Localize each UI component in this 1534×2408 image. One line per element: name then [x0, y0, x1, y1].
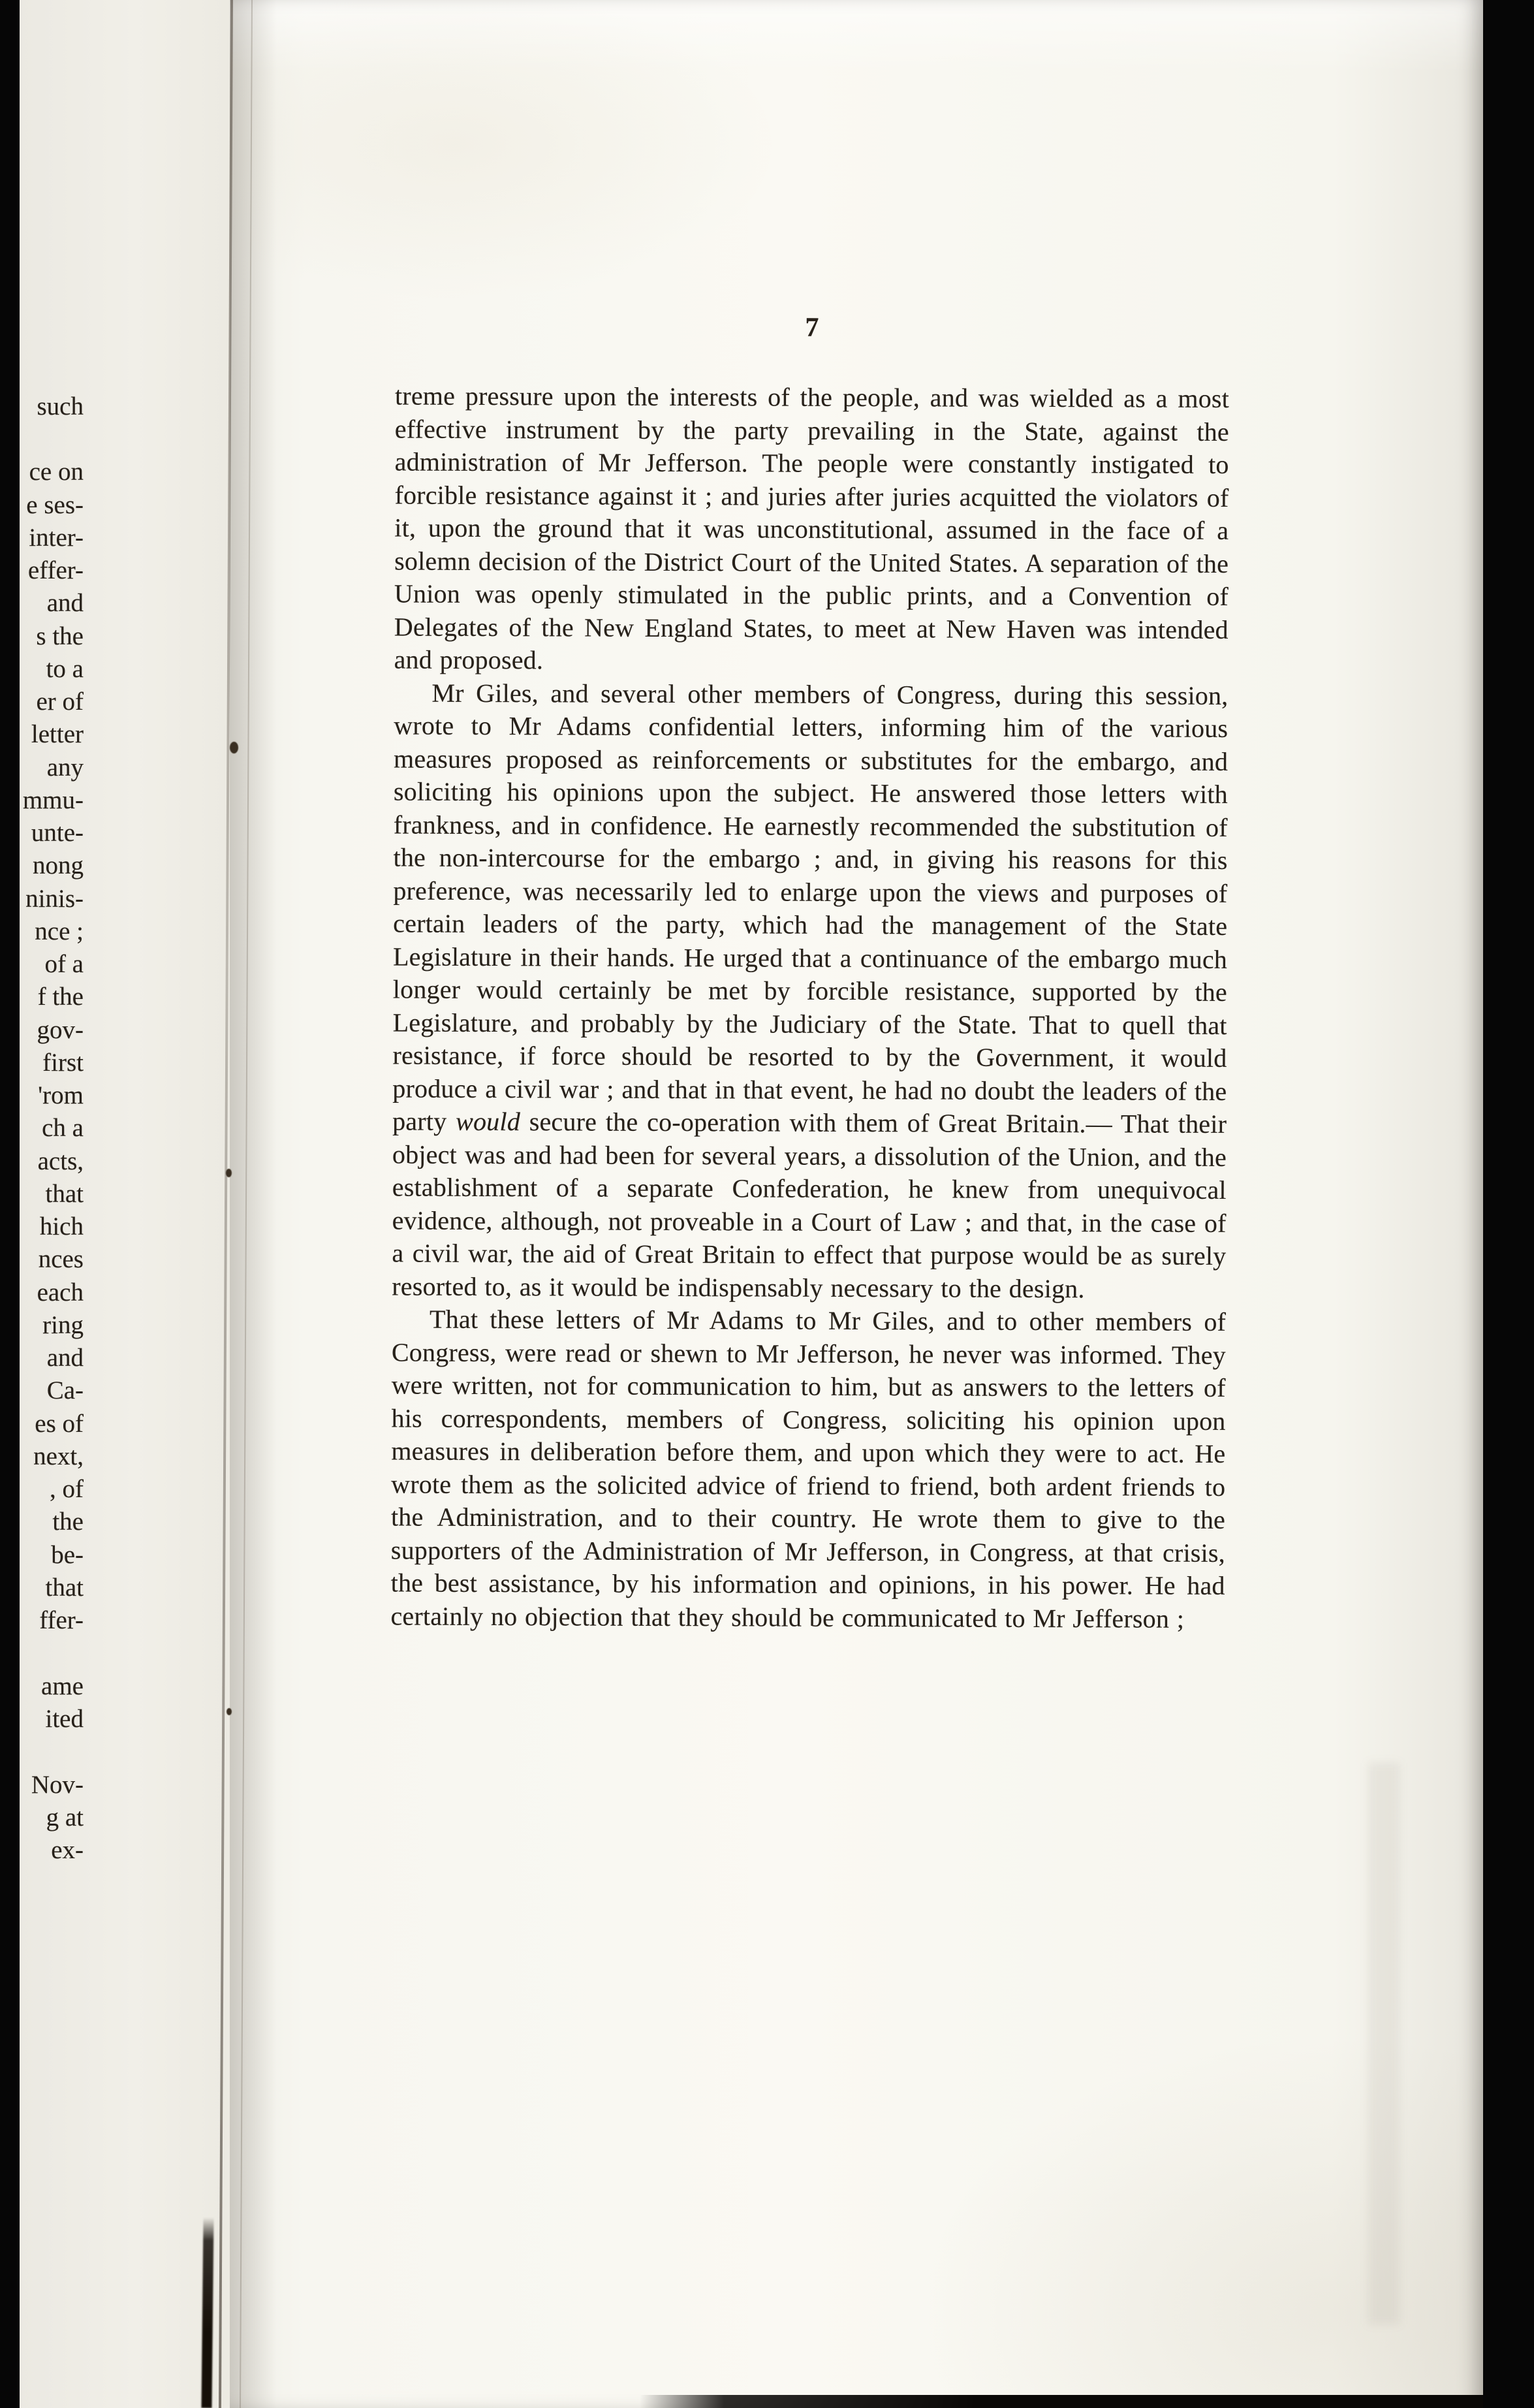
prev-page-text-fragment: next,: [33, 1442, 84, 1470]
page-text-block: [390, 380, 1229, 1636]
prev-page-text-fragment: s the: [36, 622, 84, 650]
prev-page-text-fragment: ninis-: [25, 885, 84, 913]
prev-page-text-fragment: nces: [38, 1245, 84, 1273]
prev-page-text-fragment: that: [45, 1574, 84, 1602]
prev-page-text-fragment: to a: [46, 655, 84, 683]
prev-page-text-fragment: g at: [46, 1803, 84, 1831]
prev-page-text-fragment: es of: [35, 1410, 84, 1438]
prev-page-text-fragment: be-: [51, 1541, 84, 1569]
prev-page-text-fragment: hich: [39, 1212, 84, 1241]
prev-page-text-fragment: each: [37, 1278, 84, 1307]
scan-ink-mark: [201, 2217, 213, 2408]
page-number: 7: [805, 312, 820, 343]
prev-page-text-fragment: letter: [31, 720, 84, 748]
prev-page-text-fragment: that: [45, 1180, 84, 1208]
prev-page-text-fragment: and: [46, 1344, 84, 1372]
prev-page-text-fragment: ited: [45, 1705, 84, 1733]
book-page: [230, 0, 1483, 2408]
prev-page-text-fragment: nce ;: [35, 917, 84, 945]
prev-page-text-fragment: 'rom: [38, 1081, 84, 1109]
scan-bottom-shadow: [640, 2395, 1483, 2408]
text-run: Mr Giles, and several other members of Congress, during this session, wrote to Mr Adams confidential letters, informing him of the various measures proposed as reinforcements or substitutes for the embargo, and soliciting his opinions upon the subject. He answered those letters with frankness, and in confidence. He earnestly recommended the substitution of the non-intercourse for the embargo ; and, in giving his reasons for this preference, was necessarily led to enlarge upon the views and purposes of certain leaders of the party, which had the management of the State Legislature in their hands. He urged that a continuance of the embargo much longer would certainly be met by forcible resistance, supported by the Legislature, and probably by the Judiciary of the State. That to quell that resistance, if force should be resorted to by the Government, it would produce a civil war ; and that in that event, he had no doubt the leaders of the party: [392, 678, 1229, 1136]
scan-streak: [1368, 1763, 1400, 2324]
previous-page-edge: [20, 0, 230, 2408]
scan-speck: [230, 742, 238, 753]
prev-page-text-fragment: ch a: [42, 1114, 84, 1142]
prev-page-text-fragment: inter-: [29, 524, 84, 552]
prev-page-text-fragment: f the: [37, 983, 84, 1011]
prev-page-text-fragment: the: [52, 1508, 84, 1536]
scan-left-border: [0, 0, 20, 2408]
paragraph: [394, 380, 1230, 680]
page-fold-shadow: [230, 0, 277, 2408]
text-run: treme pressure upon the interests of the people, and was wielded as a most effective instrument by the party prevailing in the State, against the administration of Mr Jefferson. The people were constantly instigated to forcible resistance against it ; and juries after juries acquitted the violators of it, upon the ground that it was unconstitutional, assumed in the face of a solemn decision of the District Court of the United States. A separation of the Union was openly stimulated in the public prints, and a Convention of Delegates of the New England States, to meet at New Haven was intended and proposed.: [394, 381, 1230, 675]
prev-page-text-fragment: e ses-: [26, 491, 84, 519]
prev-page-text-fragment: Nov-: [31, 1771, 84, 1799]
prev-page-text-fragment: nong: [33, 851, 84, 879]
prev-page-text-fragment: effer-: [27, 556, 84, 584]
prev-page-text-fragment: ring: [42, 1311, 84, 1339]
italic-run: would: [456, 1106, 521, 1137]
scan-right-border: [1483, 0, 1534, 2408]
prev-page-text-fragment: gov-: [37, 1016, 84, 1044]
prev-page-text-fragment: of a: [44, 950, 84, 978]
prev-page-text-fragment: first: [42, 1049, 84, 1077]
paragraph: [390, 1303, 1226, 1636]
prev-page-text-fragment: ce on: [29, 458, 84, 486]
prev-page-text-fragment: ex-: [51, 1836, 84, 1864]
prev-page-text-fragment: any: [46, 753, 84, 782]
prev-page-text-fragment: and: [46, 589, 84, 617]
prev-page-text-fragment: Ca-: [46, 1376, 84, 1404]
prev-page-text-fragment: er of: [36, 688, 84, 716]
prev-page-text-fragment: ffer-: [39, 1606, 84, 1634]
prev-page-text-fragment: , of: [50, 1475, 84, 1503]
scan-speck: [226, 1169, 232, 1177]
paragraph: [392, 676, 1228, 1306]
scan-speck: [227, 1708, 232, 1715]
prev-page-text-fragment: unte-: [31, 819, 84, 847]
previous-page-text-column: [20, 0, 230, 2408]
prev-page-text-fragment: mmu-: [22, 786, 84, 814]
prev-page-text-fragment: such: [37, 392, 84, 420]
prev-page-text-fragment: ame: [41, 1672, 84, 1700]
text-run: That these letters of Mr Adams to Mr Giles, and to other members of Congress, were read or shewn to Mr Jefferson, he never was informed. They were written, not for communication to him, but as answers to the letters of his correspondents, members of Congress, soliciting his opinion upon measures in deliberation before them, and upon which they were to act. He wrote them as the solicited advice of friend to friend, both ardent friends to the Administration, and to their country. He wrote them to give to the supporters of the Administration of Mr Jefferson, in Congress, at that crisis, the best assistance, by his information and opinions, in his power. He had certainly no objection that they should be communicated to Mr Jefferson ;: [390, 1304, 1227, 1634]
text-run: secure the co-operation with them of Great Britain.— That their object was and had been for several years, a dissolution of the Union, and the establishment of a separate Confederation, he knew from unequivocal evidence, although, not proveable in a Court of Law ; and that, in the case of a civil war, the aid of Great Britain to effect that purpose would be as surely resorted to, as it would be indispensably necessary to the design.: [392, 1107, 1227, 1303]
page-content: [225, 0, 1486, 2408]
prev-page-text-fragment: acts,: [37, 1147, 84, 1175]
